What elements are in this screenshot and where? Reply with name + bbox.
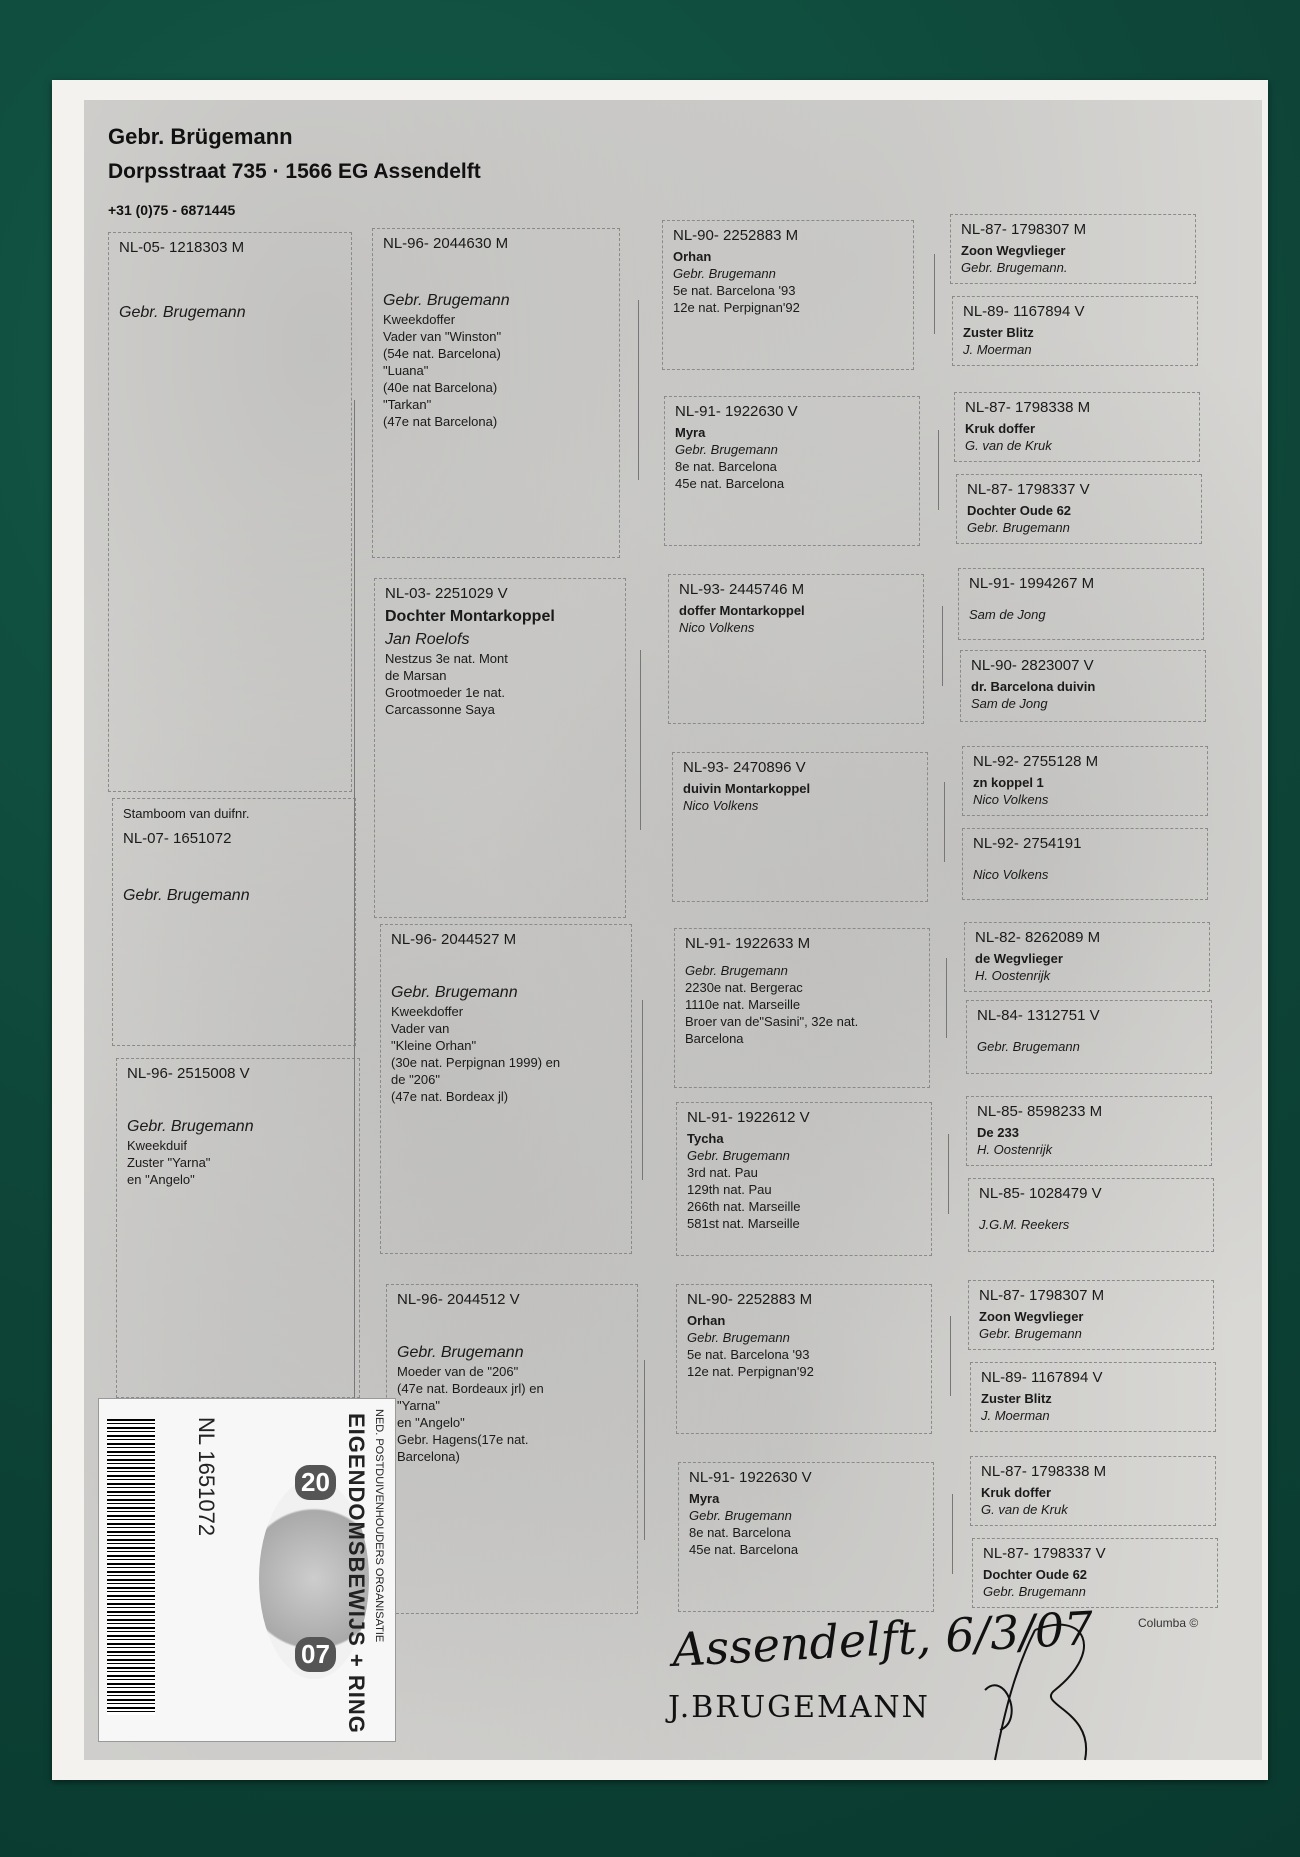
ring-number: NL-05- 1218303 M: [119, 239, 245, 256]
connector-line: [948, 1134, 949, 1214]
gen4-box-1: [950, 214, 1196, 284]
ring-certificate-sticker: [98, 1398, 396, 1742]
gen2-box-4: [386, 1284, 638, 1614]
notes: 5e nat. Barcelona '93 12e nat. Perpignan'92: [673, 283, 800, 315]
pigeon-name: De 233: [977, 1125, 1019, 1140]
notes: Kweekduif Zuster "Yarna" en "Angelo": [127, 1138, 211, 1187]
owner: Gebr. Brugemann: [979, 1326, 1082, 1341]
ring-number: NL-91- 1922630 V: [675, 403, 798, 420]
dam-box: [116, 1058, 360, 1398]
pigeon-name: Zoon Wegvlieger: [979, 1309, 1084, 1324]
connector-line: [942, 606, 943, 686]
gen2-box-3: [380, 924, 632, 1254]
ring-number: NL-96- 2044512 V: [397, 1291, 520, 1308]
connector-line: [934, 254, 935, 334]
ring-number: NL-91- 1922612 V: [687, 1109, 810, 1126]
ring-number: NL-89- 1167894 V: [963, 303, 1085, 320]
connector-line: [938, 430, 939, 510]
ring-number: NL-87- 1798307 M: [961, 221, 1087, 238]
owner: Gebr. Brugemann: [967, 520, 1070, 535]
connector-line: [638, 300, 639, 480]
gen4-box-10: [966, 1000, 1212, 1074]
owner: G. van de Kruk: [965, 438, 1052, 453]
ring-number: NL-96- 2515008 V: [127, 1065, 250, 1082]
connector-line: [644, 1360, 645, 1540]
gen3-box-8: [678, 1462, 934, 1612]
ring-number: NL-90- 2252883 M: [687, 1291, 813, 1308]
connector-line: [946, 958, 947, 1038]
ring-number: NL-85- 8598233 M: [977, 1103, 1103, 1120]
pigeon-name: Tycha: [687, 1131, 724, 1146]
owner: Gebr. Brugemann: [397, 1344, 524, 1361]
owner: Gebr. Brugemann: [119, 304, 246, 321]
subject-box: [112, 798, 356, 1046]
year-badge-top: 20: [295, 1465, 336, 1500]
pigeon-name: Kruk doffer: [981, 1485, 1052, 1500]
gen4-box-11: [966, 1096, 1212, 1166]
ring-number: NL-93- 2445746 M: [679, 581, 805, 598]
owner: G. van de Kruk: [981, 1502, 1068, 1517]
breeder-phone: +31 (0)75 - 6871445: [108, 202, 236, 218]
owner: Sam de Jong: [969, 607, 1046, 622]
gen3-box-4: [672, 752, 928, 902]
pigeon-name: Kruk doffer: [965, 421, 1036, 436]
owner: Gebr. Brugemann: [983, 1584, 1086, 1599]
pigeon-name: Myra: [689, 1491, 720, 1506]
ring-number: NL-90- 2252883 M: [673, 227, 799, 244]
notes: Kweekdoffer Vader van "Kleine Orhan" (30e nat. Perpignan 1999) en de "206" (47e nat. Bordeax jl): [391, 1004, 561, 1104]
notes: Kweekdoffer Vader van "Winston" (54e nat. Barcelona) "Luana" (40e nat Barcelona) "Tarkan" (47e nat Barcelona): [383, 312, 502, 429]
owner: Nico Volkens: [973, 792, 1049, 807]
owner: Nico Volkens: [973, 867, 1049, 882]
ring-number: NL-85- 1028479 V: [979, 1185, 1102, 1202]
ring-number: NL-91- 1922630 V: [689, 1469, 812, 1486]
gen4-box-9: [964, 922, 1210, 992]
ring-number: NL-91- 1922633 M: [685, 935, 811, 952]
stamboom-label: Stamboom van duifnr.: [123, 806, 250, 821]
gen4-box-7: [962, 746, 1208, 816]
gen3-box-2: [664, 396, 920, 546]
owner: H. Oostenrijk: [975, 968, 1051, 983]
pigeon-name: Dochter Oude 62: [967, 503, 1072, 518]
year-badge-bottom: 07: [295, 1637, 336, 1672]
pigeon-name: Zuster Blitz: [981, 1391, 1052, 1406]
pigeon-name: Orhan: [687, 1313, 726, 1328]
pigeon-name: duivin Montarkoppel: [683, 781, 811, 796]
owner: Gebr. Brugemann: [383, 292, 510, 309]
owner: Sam de Jong: [971, 696, 1048, 711]
gen4-box-12: [968, 1178, 1214, 1252]
connector-line: [354, 400, 355, 1400]
breeder-address: Dorpsstraat 735 · 1566 EG Assendelft: [108, 160, 481, 183]
ring-number: NL-82- 8262089 M: [975, 929, 1101, 946]
sticker-ring-number: NL 1651072: [194, 1417, 219, 1537]
pigeon-name: dr. Barcelona duivin: [971, 679, 1096, 694]
pigeon-name: Zuster Blitz: [963, 325, 1034, 340]
pigeon-name: Myra: [675, 425, 706, 440]
notes: 2230e nat. Bergerac 1110e nat. Marseille Broer van de"Sasini", 32e nat. Barcelona: [685, 980, 859, 1046]
notes: 8e nat. Barcelona 45e nat. Barcelona: [689, 1525, 799, 1557]
notes: 5e nat. Barcelona '93 12e nat. Perpignan'92: [687, 1347, 814, 1379]
gen4-box-3: [954, 392, 1200, 462]
pigeon-name: doffer Montarkoppel: [679, 603, 805, 618]
pigeon-name: Orhan: [673, 249, 712, 264]
owner: Gebr. Brugemann: [127, 1118, 254, 1135]
gen3-box-3: [668, 574, 924, 724]
owner: Gebr. Brugemann: [689, 1508, 792, 1523]
ring-number: NL-91- 1994267 M: [969, 575, 1095, 592]
connector-line: [952, 1494, 953, 1574]
ring-number: NL-92- 2754191: [973, 835, 1082, 852]
connector-line: [642, 1000, 643, 1180]
gen4-box-4: [956, 474, 1202, 544]
gen4-box-16: [972, 1538, 1218, 1608]
ring-number: NL-87- 1798337 V: [983, 1545, 1106, 1562]
sticker-org: NED. POSTDUIVENHOUDERS ORGANISATIE: [373, 1409, 385, 1643]
owner: J. Moerman: [981, 1408, 1050, 1423]
owner: Gebr. Brugemann: [687, 1148, 790, 1163]
copyright-mark: Columba ©: [1138, 1616, 1199, 1630]
owner: J. Moerman: [963, 342, 1032, 357]
owner: Gebr. Brugemann: [687, 1330, 790, 1345]
ring-number: NL-90- 2823007 V: [971, 657, 1094, 674]
sire-box: [108, 232, 352, 792]
signature-scribble: [975, 1610, 1115, 1770]
breeder-name: Gebr. Brügemann: [108, 124, 293, 149]
ring-number: NL-89- 1167894 V: [981, 1369, 1103, 1386]
notes: Nestzus 3e nat. Mont de Marsan Grootmoeder 1e nat. Carcassonne Saya: [385, 651, 508, 717]
gen4-box-13: [968, 1280, 1214, 1350]
owner: J.G.M. Reekers: [979, 1217, 1070, 1232]
gen4-box-6: [960, 650, 1206, 722]
owner: Nico Volkens: [683, 798, 759, 813]
gen4-box-14: [970, 1362, 1216, 1432]
gen4-box-2: [952, 296, 1198, 366]
owner: Gebr. Brugemann.: [961, 260, 1068, 275]
gen3-box-1: [662, 220, 914, 370]
ring-number: NL-96- 2044630 M: [383, 235, 509, 252]
pigeon-name: Dochter Montarkoppel: [385, 608, 555, 625]
handwritten-place-date: Assendelft, 6/3/07: [670, 1601, 1095, 1677]
owner: Gebr. Brugemann: [673, 266, 776, 281]
ring-number: NL-87- 1798307 M: [979, 1287, 1105, 1304]
gen3-box-7: [676, 1284, 932, 1434]
ring-number: NL-92- 2755128 M: [973, 753, 1099, 770]
gen3-box-6: [676, 1102, 932, 1256]
owner: H. Oostenrijk: [977, 1142, 1053, 1157]
connector-line: [640, 650, 641, 830]
pigeon-name: Dochter Oude 62: [983, 1567, 1088, 1582]
gen4-box-5: [958, 568, 1204, 640]
ring-number: NL-07- 1651072: [123, 830, 232, 847]
owner: Gebr. Brugemann: [977, 1039, 1080, 1054]
owner: Gebr. Brugemann: [123, 887, 250, 904]
gen2-box-2: [374, 578, 626, 918]
owner: Gebr. Brugemann: [391, 984, 518, 1001]
ring-number: NL-84- 1312751 V: [977, 1007, 1100, 1024]
notes: Moeder van de "206" (47e nat. Bordeaux jrl) en "Yarna" en "Angelo" Gebr. Hagens(17e nat. Barcelona): [397, 1364, 544, 1464]
gen4-box-8: [962, 828, 1208, 900]
pigeon-name: de Wegvlieger: [975, 951, 1063, 966]
connector-line: [944, 782, 945, 862]
notes: 3rd nat. Pau 129th nat. Pau 266th nat. Marseille 581st nat. Marseille: [687, 1165, 801, 1231]
notes: 8e nat. Barcelona 45e nat. Barcelona: [675, 459, 785, 491]
sticker-title: EIGENDOMSBEWIJS + RING: [344, 1413, 369, 1734]
barcode: [107, 1419, 155, 1715]
owner: Gebr. Brugemann: [675, 442, 778, 457]
ring-number: NL-87- 1798338 M: [981, 1463, 1107, 1480]
connector-line: [950, 1316, 951, 1396]
ring-number: NL-87- 1798338 M: [965, 399, 1091, 416]
pigeon-name: zn koppel 1: [973, 775, 1044, 790]
gen3-box-5: [674, 928, 930, 1088]
pigeon-name: Zoon Wegvlieger: [961, 243, 1066, 258]
ring-number: NL-93- 2470896 V: [683, 759, 806, 776]
owner: Gebr. Brugemann: [685, 963, 788, 978]
ring-number: NL-87- 1798337 V: [967, 481, 1090, 498]
handwritten-name: J.BRUGEMANN: [668, 1690, 930, 1725]
ring-number: NL-96- 2044527 M: [391, 931, 517, 948]
owner: Jan Roelofs: [385, 631, 470, 648]
gen4-box-15: [970, 1456, 1216, 1526]
gen2-box-1: [372, 228, 620, 558]
owner: Nico Volkens: [679, 620, 755, 635]
ring-number: NL-03- 2251029 V: [385, 585, 508, 602]
